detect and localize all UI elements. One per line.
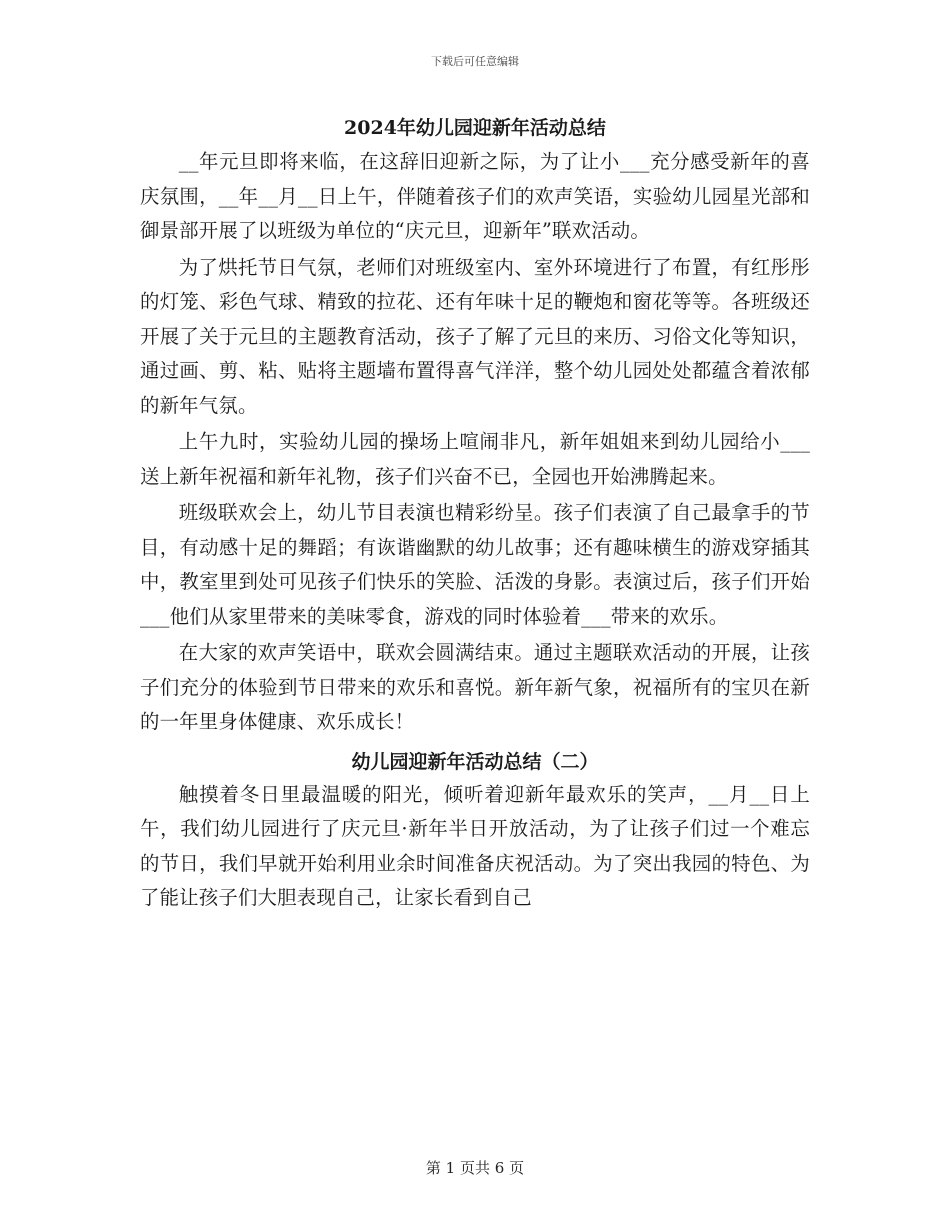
paragraph: 为了烘托节日气氛，老师们对班级室内、室外环境进行了布置，有红彤彤的灯笼、彩色气球、精致的拉花、还有年味十足的鞭炮和窗花等等。各班级还开展了关于元旦的主题教育活动，孩子了解了元旦的来历、习俗文化等知识，通过画、剪、粘、贴将主题墙布置得喜气洋洋，整个幼儿园处处都蕴含着浓郁的新年气氛。 xyxy=(140,255,810,417)
paragraph: __年元旦即将来临，在这辞旧迎新之际，为了让小___充分感受新年的喜庆氛围，__年__月__日上午，伴随着孩子们的欢声笑语，实验幼儿园星光部和御景部开展了以班级为单位的“庆元旦，迎新年”联欢活动。 xyxy=(140,150,810,242)
paragraph: 上午九时，实验幼儿园的操场上喧闹非凡，新年姐姐来到幼儿园给小___送上新年祝福和新年礼物，孩子们兴奋不已，全园也开始沸腾起来。 xyxy=(140,430,810,488)
document-body xyxy=(140,112,810,916)
page-header-note: 下载后可任意编辑 xyxy=(431,55,519,68)
paragraph: 触摸着冬日里最温暖的阳光，倾听着迎新年最欢乐的笑声，__月__日上午，我们幼儿园进行了庆元旦·新年半日开放活动，为了让孩子们过一个难忘的节日，我们早就开始利用业余时间准备庆祝活动。为了突出我园的特色、为了能让孩子们大胆表现自己，让家长看到自己 xyxy=(140,782,810,909)
document-title: 2024年幼儿园迎新年活动总结 xyxy=(344,117,606,139)
paragraph: 班级联欢会上，幼儿节目表演也精彩纷呈。孩子们表演了自己最拿手的节目，有动感十足的舞蹈；有诙谐幽默的幼儿故事；还有趣味横生的游戏穿插其中，教室里到处可见孩子们快乐的笑脸、活泼的身影。表演过后，孩子们开始___他们从家里带来的美味零食，游戏的同时体验着___带来的欢乐。 xyxy=(140,501,810,628)
page-number: 第 1 页共 6 页 xyxy=(425,1159,525,1177)
paragraph: 在大家的欢声笑语中，联欢会圆满结束。通过主题联欢活动的开展，让孩子们充分的体验到节日带来的欢乐和喜悦。新年新气象，祝福所有的宝贝在新的一年里身体健康、欢乐成长！ xyxy=(140,641,810,733)
section-title: 幼儿园迎新年活动总结（二） xyxy=(351,750,599,773)
